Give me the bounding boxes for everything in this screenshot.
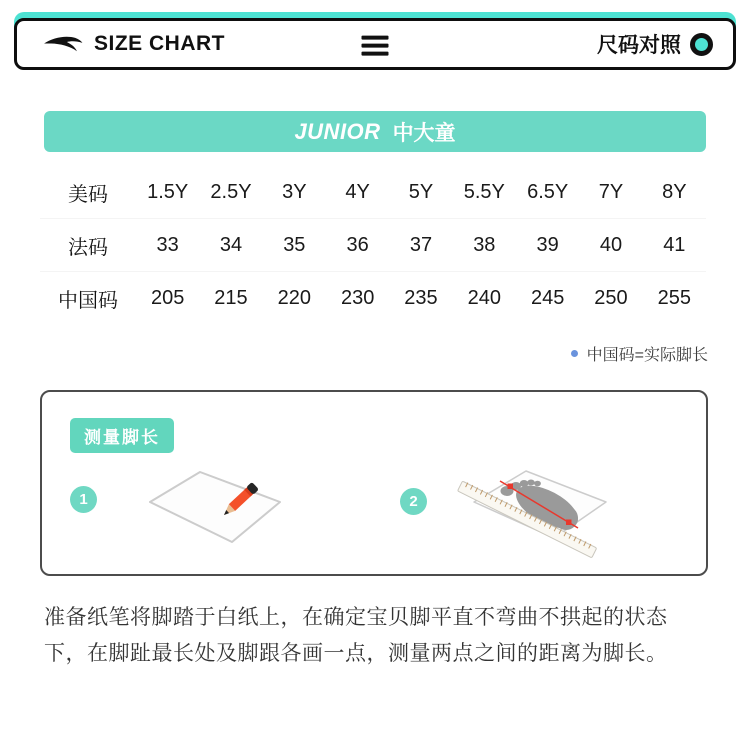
size-value: 8Y <box>662 180 687 203</box>
size-value: 255 <box>657 286 691 309</box>
measure-instructions: 准备纸笔将脚踏于白纸上，在确定宝贝脚平直不弯曲不拱起的状态下，在脚趾最长处及脚跟各画一点，测量两点之间的距离为脚长。 <box>44 606 668 665</box>
size-value: 5Y <box>408 180 434 203</box>
note-bullet-icon <box>571 350 578 357</box>
header <box>14 18 736 70</box>
table-row-cn <box>40 272 706 324</box>
cn-size-note <box>571 342 708 365</box>
page-title: SIZE CHART <box>94 32 225 55</box>
size-value: 220 <box>277 286 311 309</box>
banner-cn-label: 中大童 <box>392 121 456 145</box>
ring-icon <box>690 33 713 56</box>
header-right <box>597 21 713 67</box>
anta-swoosh-icon <box>43 32 83 56</box>
junior-banner <box>44 111 706 152</box>
size-value: 37 <box>409 233 433 256</box>
size-value: 4Y <box>345 180 370 203</box>
size-value: 34 <box>219 233 243 256</box>
size-value: 3Y <box>282 180 307 203</box>
row-label: 美码 <box>68 183 108 206</box>
size-value: 240 <box>467 286 501 309</box>
measure-foot-box <box>40 390 708 576</box>
size-value: 2.5Y <box>210 180 252 203</box>
size-value: 36 <box>346 233 369 256</box>
size-value: 38 <box>473 233 496 256</box>
step-2-badge: 2 <box>400 488 427 515</box>
row-label: 中国码 <box>58 289 118 312</box>
size-value: 39 <box>536 233 559 256</box>
step-1-badge: 1 <box>70 486 97 513</box>
size-table <box>40 166 706 324</box>
note-text: 中国码=实际脚长 <box>586 347 708 364</box>
size-value: 33 <box>156 233 179 256</box>
header-right-label: 尺码对照 <box>597 34 681 57</box>
size-value: 6.5Y <box>527 180 569 203</box>
size-value: 7Y <box>598 180 624 203</box>
foot-ruler-illustration <box>450 454 680 579</box>
size-value: 245 <box>530 286 565 309</box>
hamburger-icon <box>362 32 389 60</box>
size-value: 41 <box>663 233 686 256</box>
size-value: 40 <box>599 233 623 256</box>
table-row-fr <box>40 219 706 272</box>
paper-pencil-illustration <box>138 460 338 565</box>
size-value: 5.5Y <box>463 180 505 203</box>
size-value: 205 <box>150 286 185 309</box>
size-value: 235 <box>404 286 438 309</box>
measure-label: 测量脚长 <box>70 418 174 453</box>
size-value: 250 <box>594 286 628 309</box>
size-value: 215 <box>214 286 248 309</box>
size-value: 1.5Y <box>147 180 189 203</box>
banner-en-label: JUNIOR <box>294 118 381 144</box>
size-value: 35 <box>283 233 306 256</box>
size-value: 230 <box>340 286 375 309</box>
row-label: 法码 <box>68 236 108 259</box>
table-row-us <box>40 166 706 219</box>
